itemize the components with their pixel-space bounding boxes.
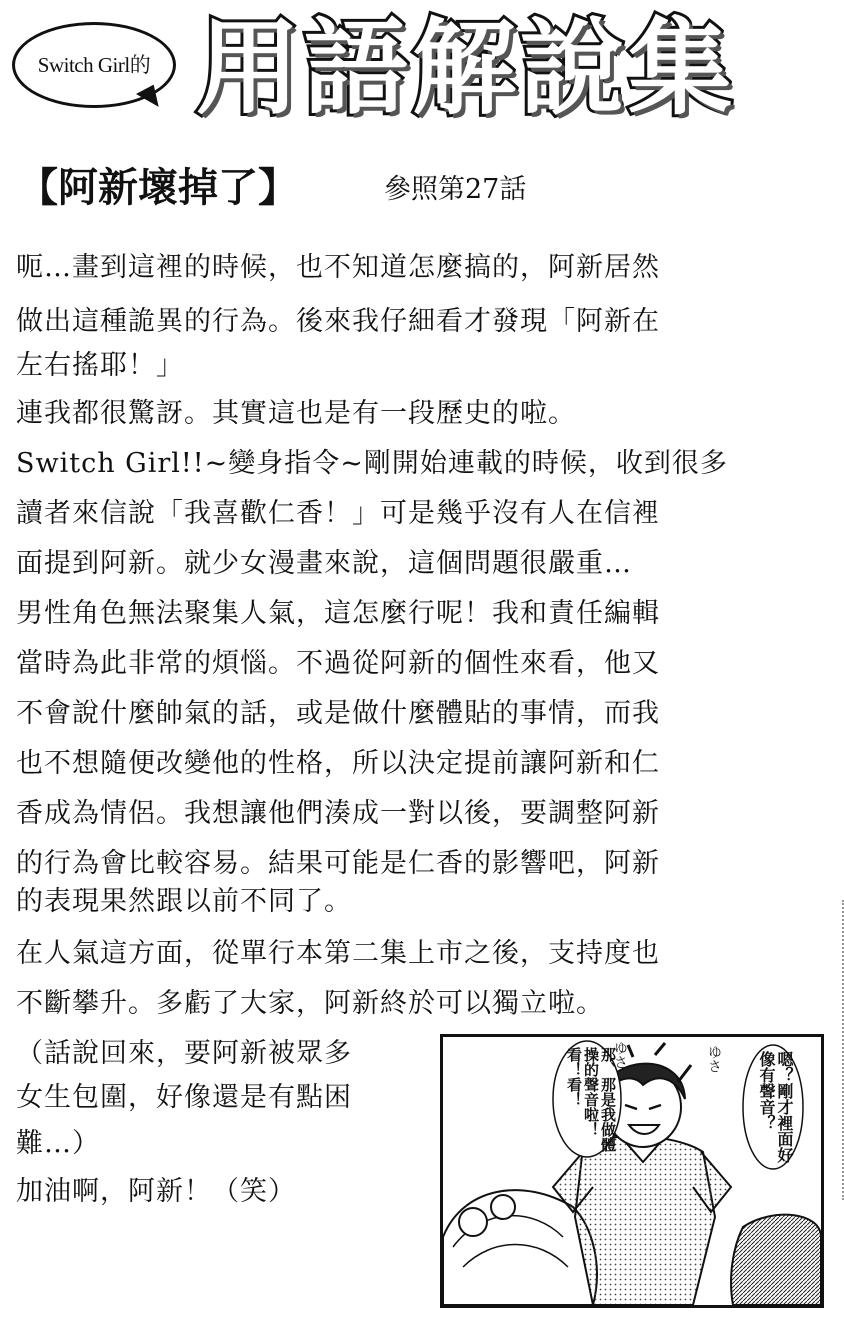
text-line: 左右搖耶！」 [16, 350, 184, 381]
entry-reference: 參照第27話 [384, 174, 527, 205]
text-line: （話說回來，要阿新被眾多 [16, 1038, 352, 1069]
text-line: 面提到阿新。就少女漫畫來說，這個問題很嚴重… [16, 548, 632, 579]
text-line: 的表現果然跟以前不同了。 [16, 886, 352, 917]
entry-heading: 【阿新壞掉了】 [18, 165, 298, 211]
text-line: 在人氣這方面，從單行本第二集上市之後，支持度也 [16, 938, 660, 969]
page-title: 用語解說集 [196, 7, 737, 129]
page-edge-marks [832, 900, 844, 1200]
speech-bubble-left: 那、那是我做體操的聲音啦！看！看！ [565, 1047, 617, 1152]
text-line: Switch Girl!!~變身指令~剛開始連載的時候，收到很多 [16, 448, 728, 479]
manga-panel [440, 1034, 824, 1308]
text-line: 當時為此非常的煩惱。不過從阿新的個性來看，他又 [16, 648, 660, 679]
text-line: 男性角色無法聚集人氣，這怎麼行呢！我和責任編輯 [16, 598, 660, 629]
text-line: 加油啊，阿新！（笑） [16, 1176, 296, 1207]
text-line: 難…） [16, 1128, 100, 1159]
bubble-text: Switch Girl的 [37, 53, 151, 77]
sound-effect-right: ゆさ [706, 1045, 722, 1073]
text-line: 呃…畫到這裡的時候，也不知道怎麼搞的，阿新居然 [16, 252, 660, 283]
speech-bubble-right: 嗯？剛才裡面好像有聲音？ [757, 1051, 794, 1163]
text-line: 的行為會比較容易。結果可能是仁香的影響吧，阿新 [16, 848, 660, 879]
sound-effect-left: ゆさ [612, 1041, 628, 1069]
text-line: 不斷攀升。多虧了大家，阿新終於可以獨立啦。 [16, 988, 604, 1019]
text-line: 讀者來信說「我喜歡仁香！」可是幾乎沒有人在信裡 [16, 498, 660, 529]
text-line: 做出這種詭異的行為。後來我仔細看才發現「阿新在 [16, 306, 660, 337]
text-line: 不會說什麼帥氣的話，或是做什麼體貼的事情，而我 [16, 698, 660, 729]
text-line: 香成為情侶。我想讓他們湊成一對以後，要調整阿新 [16, 798, 660, 829]
text-line: 連我都很驚訝。其實這也是有一段歷史的啦。 [16, 398, 576, 429]
text-line: 女生包圍，好像還是有點困 [16, 1082, 352, 1113]
text-line: 也不想隨便改變他的性格，所以決定提前讓阿新和仁 [16, 748, 660, 779]
